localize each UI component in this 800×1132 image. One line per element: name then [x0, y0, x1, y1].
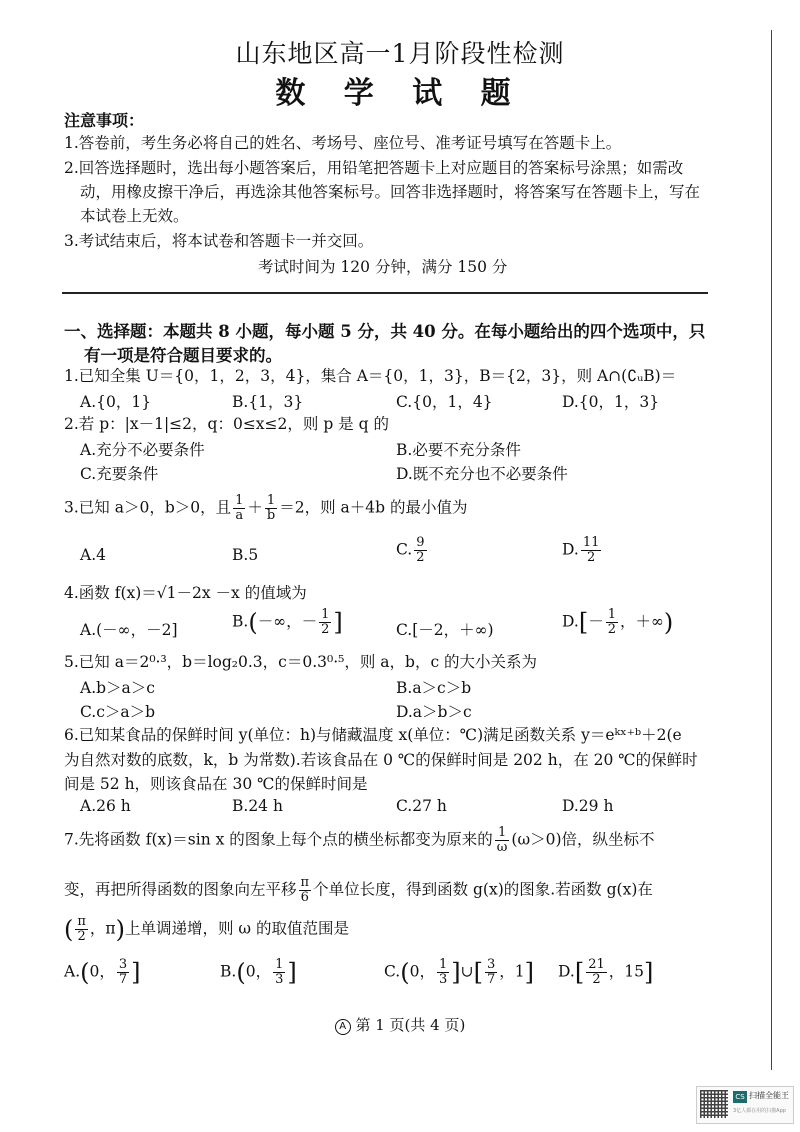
- q4-option-b: B.(－∞，－ $\frac{1}{2}$ ]: [232, 607, 343, 637]
- question-6-line: 6.已知某食品的保鲜时间 y(单位：h)与储藏温度 x(单位：℃)满足函数关系 y＝eᵏˣ⁺ᵇ＋2(e: [64, 726, 682, 744]
- q1-option-d: D.{0，1，3}: [562, 393, 660, 411]
- q4-option-a: A.(－∞，－2]: [80, 621, 178, 639]
- note-line: 2.回答选择题时，选出每小题答案后，用铅笔把答题卡上对应题目的答案标号涂黑；如需改: [64, 159, 684, 177]
- scanner-watermark: [696, 1086, 794, 1124]
- question-2-stem: 2.若 p：|x－1|≤2，q：0≤x≤2，则 p 是 q 的: [64, 415, 389, 433]
- qr-code-icon: [700, 1090, 728, 1118]
- fraction: $\frac{11}{2}$: [582, 535, 600, 565]
- margin-rule: [771, 30, 772, 1070]
- fraction: $\frac{9}{2}$: [416, 535, 425, 565]
- question-6-line: 为自然对数的底数，k，b 为常数).若该食品在 0 ℃的保鲜时间是 202 h，在 20 ℃的保鲜时: [64, 751, 698, 769]
- fraction: $\frac{\pi}{2}$: [77, 914, 86, 944]
- q5-option-b: B.a＞c＞b: [396, 679, 472, 697]
- q2-option-a: A.充分不必要条件: [80, 441, 205, 459]
- fraction: $\frac{3}{7}$: [487, 957, 496, 987]
- q7-option-a: A.(0， $\frac{3}{7}$ ]: [64, 957, 141, 987]
- fraction: $\frac{21}{2}$: [588, 957, 605, 987]
- fraction: $\frac{1}{\omega}$: [496, 825, 508, 855]
- question-6-line: 间是 52 h，则该食品在 30 ℃的保鲜时间是: [64, 775, 368, 793]
- q1-option-b: B.{1，3}: [232, 393, 304, 411]
- page-number: 第 1 页(共 4 页): [355, 1016, 466, 1034]
- q2-option-d: D.既不充分也不必要条件: [396, 465, 568, 483]
- q6-option-b: B.24 h: [232, 797, 283, 815]
- exam-info: 考试时间为 120 分钟，满分 150 分: [258, 258, 508, 276]
- note-line: 本试卷上无效。: [80, 207, 189, 225]
- q2-option-b: B.必要不充分条件: [396, 441, 521, 459]
- camscanner-logo: CS: [733, 1091, 747, 1103]
- q1-option-a: A.{0，1}: [80, 393, 152, 411]
- q7-option-d: D.[ $\frac{21}{2}$ ，15]: [558, 957, 654, 987]
- q7-option-c: C.(0， $\frac{1}{3}$ ]∪[ $\frac{3}{7}$ ，1]: [384, 957, 535, 987]
- q4-option-c: C.[－2，＋∞): [396, 621, 494, 639]
- q5-option-d: D.a＞b＞c: [396, 703, 472, 721]
- section-heading: 一、选择题：本题共 8 小题，每小题 5 分，共 40 分。在每小题给出的四个选项中，只: [64, 322, 706, 341]
- version-mark-icon: A: [335, 1019, 351, 1035]
- q5-option-c: C.c＞a＞b: [80, 703, 156, 721]
- q1-option-c: C.{0，1，4}: [396, 393, 493, 411]
- q3-option-c: C. $\frac{9}{2}$: [396, 535, 425, 565]
- fraction: $\frac{\pi}{6}$: [300, 875, 310, 905]
- question-1-stem: 1.已知全集 U＝{0，1，2，3，4}，集合 A＝{0，1，3}，B＝{2，3}，则 A∩(∁ᵤB)＝: [64, 367, 677, 385]
- fraction: $\frac{1}{b}$: [266, 493, 276, 523]
- fraction: $\frac{1}{2}$: [321, 607, 330, 637]
- page-footer: [0, 1014, 800, 1035]
- fraction: $\frac{1}{3}$: [275, 957, 284, 987]
- note-line: 3.考试结束后，将本试卷和答题卡一并交回。: [64, 232, 374, 250]
- q7-option-b: B.(0， $\frac{1}{3}$ ]: [220, 957, 297, 987]
- question-7-line: ( $\frac{\pi}{2}$ ，π)上单调递增，则 ω 的取值范围是: [64, 914, 349, 944]
- divider: [62, 292, 708, 294]
- fraction: $\frac{3}{7}$: [118, 957, 128, 987]
- q6-option-d: D.29 h: [562, 797, 614, 815]
- scanner-name: 扫描全能王: [749, 1091, 789, 1100]
- q4-option-d: D.[－ $\frac{1}{2}$ ，＋∞): [562, 607, 674, 637]
- q5-option-a: A.b＞a＞c: [80, 679, 155, 697]
- note-line: 动，用橡皮擦干净后，再选涂其他答案标号。回答非选择题时，将答案写在答题卡上，写在: [80, 183, 701, 201]
- section-heading: 有一项是符合题目要求的。: [84, 346, 282, 365]
- subject-title: 数 学 试 题: [275, 76, 525, 111]
- q3-option-a: A.4: [80, 546, 106, 564]
- question-5-stem: 5.已知 a＝2⁰·³，b＝log₂0.3，c＝0.3⁰·⁵，则 a，b，c 的大小关系为: [64, 653, 538, 671]
- q6-option-c: C.27 h: [396, 797, 447, 815]
- notes-heading: 注意事项：: [64, 111, 145, 130]
- question-3-stem: 3.已知 a＞0，b＞0，且 $\frac{1}{a}$ ＋ $\frac{1}{b}$ ＝2，则 a＋4b 的最小值为: [64, 493, 468, 523]
- scanner-tagline: 3亿人都在用的扫描App: [733, 1108, 786, 1114]
- fraction: $\frac{1}{a}$: [235, 493, 244, 523]
- question-7-line: 变，再把所得函数的图象向左平移 $\frac{\pi}{6}$ 个单位长度，得到函数 g(x)的图象.若函数 g(x)在: [64, 875, 653, 905]
- q3-option-d: D. $\frac{11}{2}$: [562, 535, 600, 565]
- question-7-line: 7.先将函数 f(x)＝sin x 的图象上每个点的横坐标都变为原来的 $\frac{1}{\omega}$ (ω＞0)倍，纵坐标不: [64, 825, 655, 855]
- exam-title: 山东地区高一1月阶段性检测: [235, 39, 565, 68]
- question-4-stem: 4.函数 f(x)＝√1－2x －x 的值域为: [64, 584, 307, 602]
- q2-option-c: C.充要条件: [80, 465, 159, 483]
- fraction: $\frac{1}{3}$: [438, 957, 448, 987]
- q3-option-b: B.5: [232, 546, 259, 564]
- note-line: 1.答卷前，考生务必将自己的姓名、考场号、座位号、准考证号填写在答题卡上。: [64, 134, 622, 152]
- fraction: $\frac{1}{2}$: [607, 607, 616, 637]
- q6-option-a: A.26 h: [80, 797, 131, 815]
